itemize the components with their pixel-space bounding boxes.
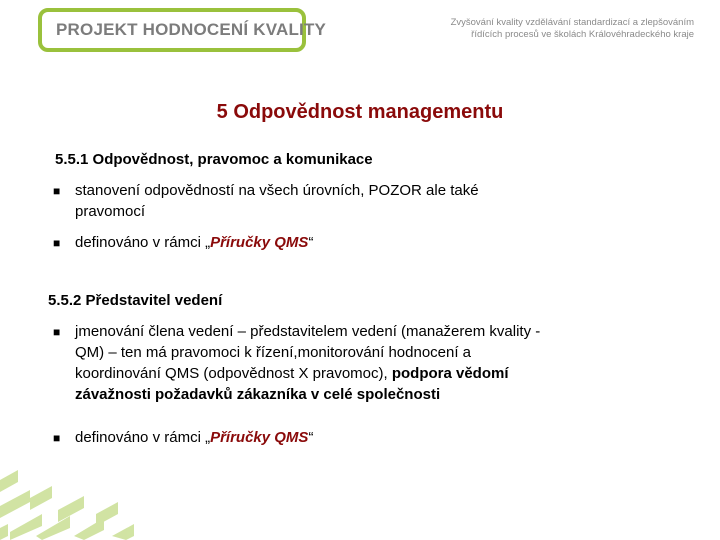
tagline-line-1: Zvyšování kvality vzdělávání standardizací a zlepšováním bbox=[450, 17, 694, 28]
tagline-line-2: řídících procesů ve školách Královéhradeckého kraje bbox=[471, 29, 694, 40]
decorative-stripes bbox=[0, 440, 180, 540]
item-text: “ bbox=[308, 234, 314, 251]
header-tagline bbox=[404, 17, 694, 41]
item-line: stanovení odpovědností na všech úrovních, POZOR ale také bbox=[75, 182, 479, 199]
manual-reference: Příručky QMS bbox=[210, 429, 309, 446]
section-1-heading: 5.5.1 Odpovědnost, pravomoc a komunikace bbox=[55, 151, 373, 168]
section-2-heading: 5.5.2 Představitel vedení bbox=[48, 292, 223, 309]
item-text: koordinování QMS (odpovědnost X pravomoc), bbox=[75, 365, 392, 382]
bullet-icon: ■ bbox=[53, 236, 61, 250]
item-text: “ bbox=[308, 429, 314, 446]
bullet-icon: ■ bbox=[53, 325, 61, 339]
section-1-item-2 bbox=[75, 232, 313, 253]
item-line: QM) – ten má pravomoci k řízení,monitorování hodnocení a bbox=[75, 344, 472, 361]
bullet-icon: ■ bbox=[53, 431, 61, 445]
logo-text: PROJEKT HODNOCENÍ KVALITY bbox=[56, 20, 327, 39]
manual-reference: Příručky QMS bbox=[210, 234, 309, 251]
section-1-item-1 bbox=[75, 180, 479, 222]
slide-title: 5 Odpovědnost managementu bbox=[216, 101, 504, 123]
section-2-item-1 bbox=[75, 321, 540, 405]
project-logo bbox=[38, 8, 327, 52]
item-line bbox=[75, 363, 540, 384]
item-text-bold: podpora vědomí bbox=[391, 365, 509, 382]
item-line: jmenování člena vedení – představitelem vedení (manažerem kvality - bbox=[75, 323, 541, 340]
bullet-icon: ■ bbox=[53, 184, 61, 198]
item-line: závažnosti požadavků zákazníka v celé společnosti bbox=[75, 386, 441, 403]
item-text: definováno v rámci „ bbox=[75, 429, 211, 446]
item-line: pravomocí bbox=[75, 203, 146, 220]
item-text: definováno v rámci „ bbox=[75, 234, 211, 251]
